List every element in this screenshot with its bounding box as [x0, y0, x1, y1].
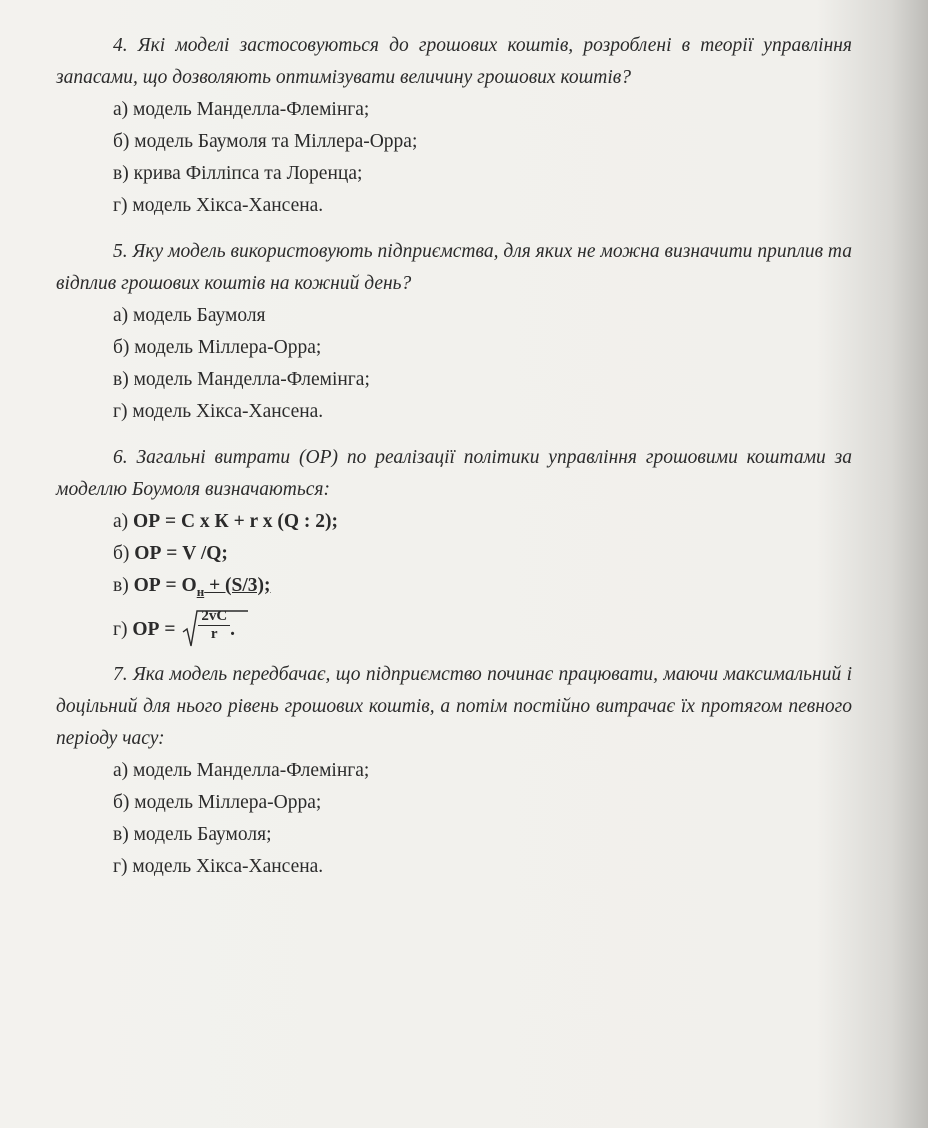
q5-option-a: а) модель Баумоля — [113, 305, 266, 326]
q6-option-c: в) ОР = $О_н + (S/3)$; — [113, 575, 271, 599]
q4-option-d: г) модель Хікса-Хансена. — [113, 195, 324, 216]
q4-option-b: б) модель Баумоля та Міллера-Орра; — [113, 131, 418, 152]
q4-option-c: в) крива Філліпса та Лоренца; — [113, 163, 363, 184]
question-7: 7. Яка модель передбачає, що підприємство починає працювати, маючи максимальний і доцільний для нього рівень грошових коштів, а потім постійно витрачає їх протягом певного періоду часу: — [56, 663, 852, 749]
question-list — [56, 30, 852, 883]
fraction: $\frac{2vC}{r}$ — [198, 608, 230, 643]
q6-option-d: г) ОР = $\frac{2vC}{r}$ . — [56, 608, 852, 653]
q4-option-a: а) модель Манделла-Флемінга; — [113, 99, 370, 120]
q7-option-c: в) модель Баумоля; — [113, 823, 272, 845]
q6-option-a: а) ОР = С х К + r х (Q : 2); — [113, 511, 339, 532]
q7-option-d: г) модель Хікса-Хансена. — [113, 855, 324, 877]
formula-c: ОР = $О_н + (S/3)$; — [133, 575, 271, 599]
q6-option-b: б) ОР = V /Q; — [113, 543, 228, 564]
q5-option-d: г) модель Хікса-Хансена. — [113, 401, 324, 422]
q5-option-b: б) модель Міллера-Орра; — [113, 337, 322, 358]
formula-d: ОР = — [132, 618, 181, 640]
question-5: 5. Яку модель використовують підприємства, для яких не можна визначити приплив та відплив грошових коштів на кожний день? — [56, 241, 852, 294]
q7-option-a: а) модель Манделла-Флемінга; — [113, 759, 370, 781]
square-root-icon — [182, 608, 230, 653]
q7-option-b: б) модель Міллера-Орра; — [113, 791, 322, 813]
formula-b: ОР = V /Q; — [134, 543, 228, 564]
question-6: 6. Загальні витрати (ОР) по реалізації політики управління грошовими коштами за моделлю Боумоля визначаються: — [56, 447, 852, 500]
formula-a: ОР = С х К + r х (Q : 2); — [133, 511, 339, 532]
q5-option-c: в) модель Манделла-Флемінга; — [113, 369, 370, 390]
question-4: 4. Які моделі застосовуються до грошових коштів, розроблені в теорії управління запасами, що дозволяють оптимізувати величину грошових коштів? — [56, 35, 852, 88]
